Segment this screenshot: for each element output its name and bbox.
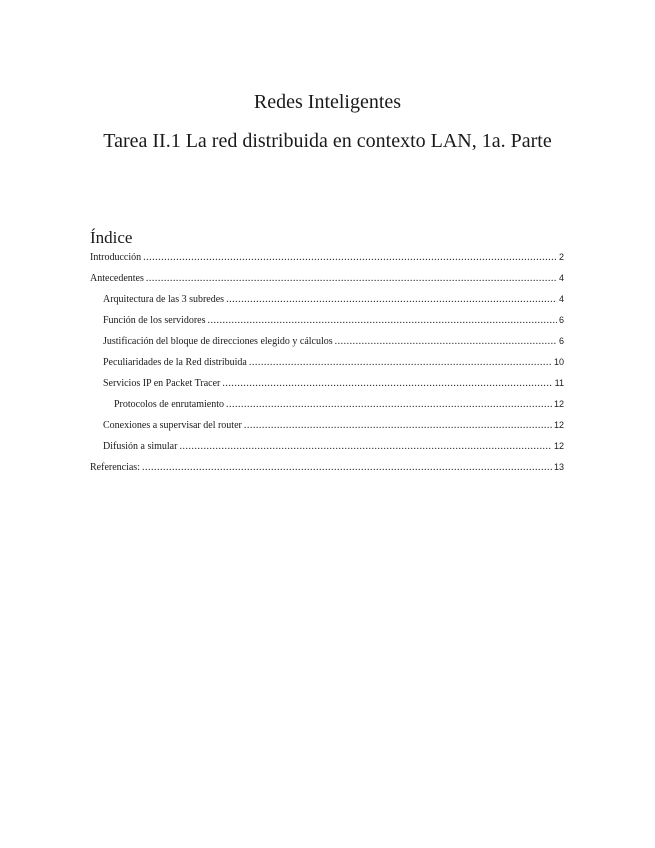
toc-dot-leader — [179, 440, 552, 454]
toc-dot-leader — [222, 377, 552, 391]
toc-entry[interactable] — [90, 334, 565, 355]
toc-entry-page-number: 10 — [553, 357, 564, 367]
toc-entry[interactable] — [90, 292, 565, 313]
toc-entry-label: Servicios IP en Packet Tracer — [103, 378, 221, 389]
toc-entry[interactable] — [90, 460, 565, 481]
toc-dot-leader — [226, 398, 552, 412]
toc-entry-label: Función de los servidores — [103, 315, 206, 326]
toc-heading: Índice — [90, 228, 133, 247]
toc-entry[interactable] — [90, 376, 565, 397]
toc-entry-label: Protocolos de enrutamiento — [114, 399, 224, 410]
toc-entry-page-number: 4 — [558, 294, 564, 304]
toc-entry-page-number: 11 — [554, 378, 564, 388]
title-block — [90, 90, 565, 155]
toc-entry-label: Conexiones a supervisar del router — [103, 420, 242, 431]
toc-entry-label: Arquitectura de las 3 subredes — [103, 294, 225, 305]
document-subtitle: Tarea II.1 La red distribuida en contexto LAN, 1a. Parte — [103, 130, 552, 152]
toc-entry-label: Difusión a simular — [103, 441, 178, 452]
table-of-contents — [90, 250, 565, 481]
toc-entry-label: Introducción — [90, 252, 142, 263]
toc-entry[interactable] — [90, 439, 565, 460]
toc-dot-leader — [226, 293, 557, 307]
toc-entry[interactable] — [90, 355, 565, 376]
toc-dot-leader — [143, 251, 557, 265]
toc-dot-leader — [208, 314, 557, 328]
toc-entry-page-number: 12 — [553, 420, 564, 430]
toc-entry[interactable] — [90, 313, 565, 334]
toc-entry-page-number: 12 — [553, 441, 564, 451]
toc-entry[interactable] — [90, 397, 565, 418]
toc-entry-page-number: 12 — [553, 399, 564, 409]
toc-entry-page-number: 13 — [553, 462, 564, 472]
toc-entry-label: Referencias: — [90, 462, 140, 473]
toc-entry-page-number: 6 — [558, 336, 564, 346]
toc-entry-page-number: 2 — [558, 252, 564, 262]
toc-entry-label: Peculiaridades de la Red distribuida — [103, 357, 247, 368]
toc-dot-leader — [142, 461, 552, 475]
toc-entry[interactable] — [90, 250, 565, 271]
toc-dot-leader — [335, 335, 557, 349]
toc-dot-leader — [249, 356, 552, 370]
toc-entry-page-number: 6 — [558, 315, 564, 325]
toc-entry-page-number: 4 — [558, 273, 564, 283]
document-title: Redes Inteligentes — [253, 91, 402, 113]
toc-entry[interactable] — [90, 418, 565, 439]
toc-entry-label: Antecedentes — [90, 273, 144, 284]
toc-entry-label: Justificación del bloque de direcciones elegido y cálculos — [103, 336, 333, 347]
toc-entry[interactable] — [90, 271, 565, 292]
toc-dot-leader — [244, 419, 552, 433]
toc-dot-leader — [146, 272, 557, 286]
